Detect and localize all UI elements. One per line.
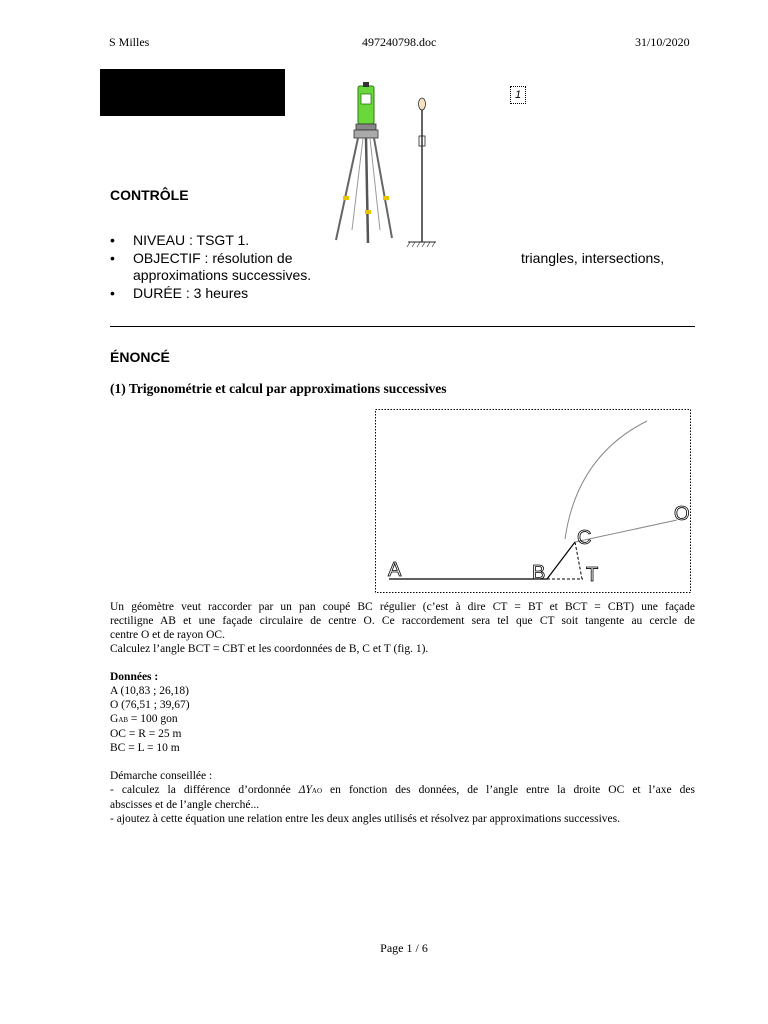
figure-1 <box>375 409 691 593</box>
paragraph-line: centre O et de rayon OC. <box>110 629 225 641</box>
donnee-oc: OC = R = 25 m <box>110 728 182 740</box>
label-o: O <box>674 503 690 525</box>
tripod-leg-inner <box>352 138 363 230</box>
label-a: A <box>388 559 402 581</box>
tribrach <box>356 124 376 130</box>
instrument-head <box>358 86 374 124</box>
label-c: C <box>577 527 592 549</box>
paragraph-line: rectiligne AB et une façade circulaire de centre O. Ce raccordement sera tel que CT soit tangente au cercle de <box>110 615 695 627</box>
instrument-top <box>363 82 369 87</box>
paragraph-line: Un géomètre veut raccorder par un pan coupé BC régulier (c’est à dire CT = BT et BCT = CBT) une façade <box>110 601 695 613</box>
donnees-title: Données : <box>110 671 159 683</box>
donnee-bc: BC = L = 10 m <box>110 742 180 754</box>
header-date: 31/10/2020 <box>635 35 690 49</box>
label-t: T <box>586 564 599 586</box>
section-divider <box>110 326 695 327</box>
section-title: (1) Trigonométrie et calcul par approximations successives <box>110 381 447 396</box>
controle-title: CONTRÔLE <box>110 187 189 203</box>
paragraph-line: Calculez l’angle BCT = CBT et les coordonnées de B, C et T (fig. 1). <box>110 643 429 655</box>
tripod-leg-left <box>336 138 358 240</box>
page-number-badge: 1 <box>510 86 526 104</box>
instrument-screen <box>361 94 371 104</box>
title-black-block <box>100 69 285 116</box>
demarche-title: Démarche conseillée : <box>110 770 213 782</box>
donnee-gab: GAB = 100 gon <box>110 713 178 725</box>
tripod-leg-middle <box>366 138 368 243</box>
header-filename: 497240798.doc <box>362 35 437 49</box>
leg-clamp <box>383 196 389 200</box>
leg-clamp <box>365 210 371 214</box>
donnee-o: O (76,51 ; 39,67) <box>110 699 190 711</box>
bullet-dot: • <box>110 250 115 266</box>
donnee-a: A (10,83 ; 26,18) <box>110 685 189 697</box>
circle-arc <box>565 421 647 539</box>
line-bc <box>547 542 575 579</box>
demarche-step-1: - calculez la différence d’ordonnée ΔYAO en fonction des données, de l’angle entre la droite OC et l’axe des <box>110 784 695 796</box>
total-station-tripod-illustration <box>330 80 450 250</box>
tripod-leg-inner-2 <box>370 138 380 230</box>
donnees-block <box>110 670 510 755</box>
prism <box>419 98 426 110</box>
tripod-leg-right <box>374 138 392 238</box>
bullet-dot: • <box>110 285 115 301</box>
header-author: S Milles <box>109 35 150 49</box>
page-footer: Page 1 / 6 <box>380 941 428 955</box>
tripod-head <box>354 130 378 138</box>
leg-clamp <box>343 196 349 200</box>
problem-paragraph <box>110 600 695 656</box>
bullet-dot: • <box>110 232 115 248</box>
demarche-step-2: - ajoutez à cette équation une relation entre les deux angles utilisés et résolvez par approximations successives. <box>110 813 620 825</box>
demarche-step-1-cont: abscisses et de l’angle cherché... <box>110 799 260 811</box>
demarche-block <box>110 769 695 826</box>
enonce-title: ÉNONCÉ <box>110 349 170 365</box>
label-b: B <box>532 562 546 584</box>
